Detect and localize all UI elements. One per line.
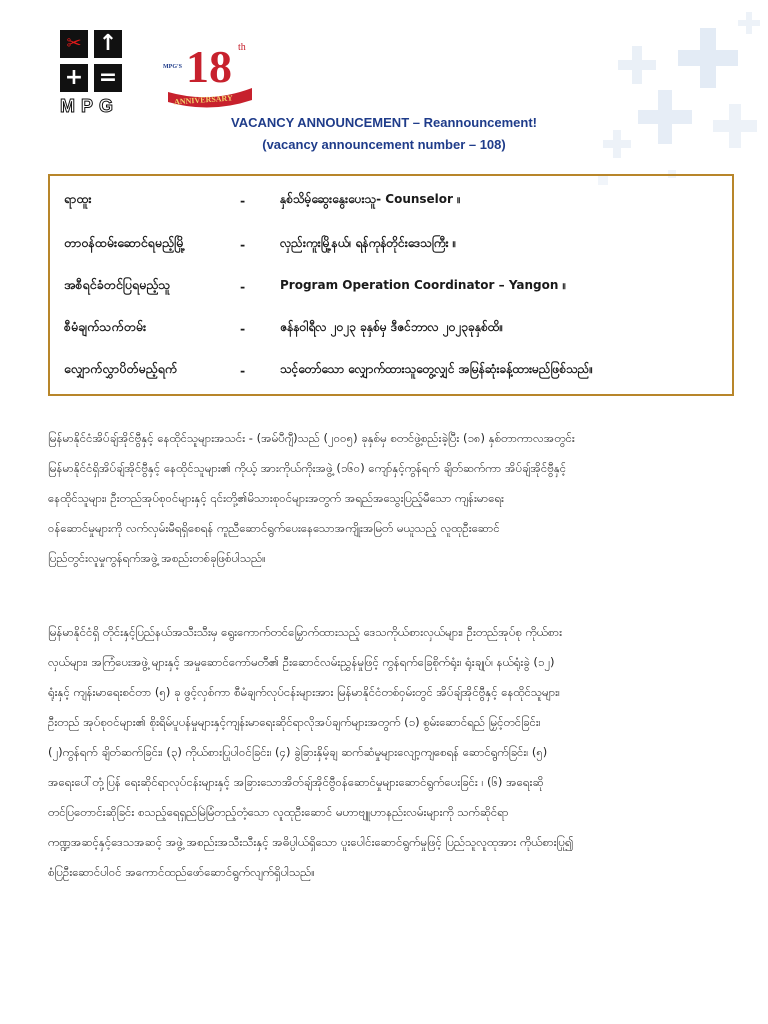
organization-intro-paragraph: [48, 423, 734, 573]
detail-row-closing-date: [50, 350, 732, 390]
paragraph-line: စံပြဦးဆောင်ပါဝင် အကောင်ထည်ဖော်ဆောင်ရွက်လျက်ရှိပါသည်။: [48, 865, 315, 879]
paragraph-line: နေထိုင်သူများ၊ ဦးတည်အုပ်စုဝင်များနှင့် ၎င်းတို့၏မိသားစုဝင်များအတွက် အရည်အသွေးပြည့်မီသော ကျန်းမာရေး: [48, 491, 504, 505]
anniversary-banner: ANNIVERSARY: [173, 93, 234, 107]
announcement-number: (vacancy announcement number – 108): [262, 137, 506, 152]
detail-value: ဇန်နဝါရီလ ၂၀၂၃ ခုနှစ်မှ ဒီဇင်ဘာလ ၂၀၂၃ခုနှစ်ထိ။: [280, 320, 504, 334]
equals-icon: =: [94, 64, 122, 92]
detail-separator: -: [240, 362, 246, 378]
detail-separator: -: [240, 278, 246, 294]
detail-label: အစီရင်ခံတင်ပြရမည့်သူ: [64, 276, 171, 292]
decorative-cross-pattern: [508, 0, 768, 200]
anniversary-number: 18: [186, 41, 232, 92]
detail-row-position: [50, 180, 732, 220]
detail-value: လှည်းကူးမြို့နယ်၊ ရန်ကုန်တိုင်းဒေသကြီး ။: [280, 236, 457, 250]
detail-row-location: [50, 224, 732, 264]
organization-activities-paragraph: [48, 617, 734, 887]
paragraph-line: ပြည်တွင်းလူမှုကွန်ရက်အဖွဲ့ အစည်းတစ်ခုဖြစ်ပါသည်။: [48, 551, 266, 565]
paragraph-line: မြန်မာနိုင်ငံရှိအိပ်ချ်အိုင်ဗွီနှင့် နေထိုင်သူများ၏ ကိုယ့် အားကိုယ်ကိုးအဖွဲ့ (၁၆၀) ကျော်နှင့်ကွန်ရက် ချိတ်ဆက်ကာ အိပ်ချ်အိုင်ဗွီနှင့်: [48, 461, 567, 475]
announcement-title: VACANCY ANNOUNCEMENT – Reannouncement!: [230, 115, 537, 130]
paragraph-line: (၂)ကွန်ရက် ချိတ်ဆက်ခြင်း၊ (၃) ကိုယ်စားပြုပါဝင်ခြင်း၊ (၄) ခွဲခြားနှိမ့်ချ ဆက်ဆံမှုများလျော့ကျစေရန် ဆောင်ရွက်ခြင်း၊ (၅): [48, 745, 548, 759]
detail-label: စီမံချက်သက်တမ်း: [64, 318, 147, 334]
scissors-icon: ✂: [60, 30, 88, 58]
paragraph-line: ဦးတည် အုပ်စုဝင်များ၏ စိုးရိမ်ပူပန်မှုများနှင့်ကျန်းမာရေးဆိုင်ရာလိုအပ်ချက်များအတွက် (၁) စွမ်းဆောင်ရည် မြှင့်တင်ခြင်း၊: [48, 715, 541, 729]
paragraph-line: ရုံးနှင့် ကျန်းမာရေးစင်တာ (၅) ခု ဖွင့်လှစ်ကာ စီမံချက်လုပ်ငန်းများအား မြန်မာနိုင်ငံတစ်ဝှမ်းတွင် အိပ်ချ်အိုင်ဗွီနှင့် နေထိုင်သူများ၊: [48, 685, 560, 699]
arrow-up-icon: ↑: [94, 30, 122, 58]
paragraph-line: ဝန်ဆောင်မှုများကို လက်လှမ်းမီရရှိစေရန် ကူညီဆောင်ရွက်ပေးနေသောအကျိုးအမြတ် မယူသည့် လူထုဦးဆောင်: [48, 521, 500, 535]
anniversary-logo: [160, 30, 260, 110]
paragraph-line: မြန်မာနိုင်ငံရှိ တိုင်းနှင့်ပြည်နယ်အသီးသီးမှ ရွေးကောက်တင်မြှောက်ထားသည့် ဒေသကိုယ်စားလှယ်များ၊ ဦးတည်အုပ်စု ကိုယ်စား: [48, 625, 563, 639]
anniversary-brand: MPG'S: [163, 64, 182, 70]
anniversary-suffix: th: [238, 42, 246, 53]
plus-icon: +: [60, 64, 88, 92]
detail-row-reports-to: [50, 266, 732, 306]
detail-row-project-period: [50, 308, 732, 348]
detail-value: သင့်တော်သော လျှောက်ထားသူတွေ့လျှင် အမြန်ဆုံးခန့်ထားမည်ဖြစ်သည်။: [280, 362, 593, 376]
detail-separator: -: [240, 236, 246, 252]
mpg-logo-text: MPG: [60, 96, 120, 116]
announcement-heading: [0, 112, 768, 156]
paragraph-line: မြန်မာနိုင်ငံအိပ်ချ်အိုင်ဗွီနှင့် နေထိုင်သူများအသင်း - (အမ်ပီဂျီ)သည် (၂၀၀၅) ခုနှစ်မှ စတင်ဖွဲ့စည်းခဲ့ပြီး (၁၈) နှစ်တာကာလအတွင်း: [48, 431, 575, 445]
mpg-logo: [60, 30, 130, 117]
paragraph-line: တင်ပြတောင်းဆိုခြင်း စသည့်ရေရှည်မြဲမြံတည့်တံ့သော လူထုဦးဆောင် မဟာဗျူဟာနည်းလမ်းများကို သက်ဆိုင်ရာ: [48, 805, 509, 819]
detail-value: နှစ်သိမ့်ဆွေးနွေးပေးသူ- Counselor ။: [280, 192, 461, 206]
vacancy-details-box: [48, 174, 734, 396]
detail-separator: -: [240, 320, 246, 336]
paragraph-line: ကဏ္ဍအဆင့်နှင့်ဒေသအဆင့် အဖွဲ့ အစည်းအသီးသီးနှင့် အဓိပ္ပါယ်ရှိသော ပူးပေါင်းဆောင်ရွက်မှုဖြင့် ပြည်သူလူထုအား ကိုယ်စားပြု၍: [48, 835, 574, 849]
detail-value: Program Operation Coordinator – Yangon ။: [280, 278, 567, 292]
detail-label: ရာထူး: [64, 190, 92, 206]
detail-separator: -: [240, 192, 246, 208]
detail-label: တာဝန်ထမ်းဆောင်ရမည့်မြို့: [64, 234, 186, 250]
paragraph-line: အရေးပေါ်တုံ့ပြန် ရေးဆိုင်ရာလုပ်ငန်းများနှင့် အခြားသောအိတ်ချ်အိုင်ဗွီဝန်ဆောင်မှုများဆောင်ရွက်ပေးခြင်း ၊ (၆) အရေးဆို: [48, 775, 544, 789]
detail-label: လျှောက်လွှာပိတ်မည့်ရက်: [64, 360, 178, 376]
paragraph-line: လှယ်များ၊ အကြံပေးအဖွဲ့ များနှင့် အမှုဆောင်ကော်မတီ၏ ဦးဆောင်လမ်းညွှန်မှုဖြင့် ကွန်ရက်ခြေစိုက်ရုံး၊ ရုံးချုပ်၊ နယ်ရုံးခွဲ (၁၂): [48, 655, 555, 669]
